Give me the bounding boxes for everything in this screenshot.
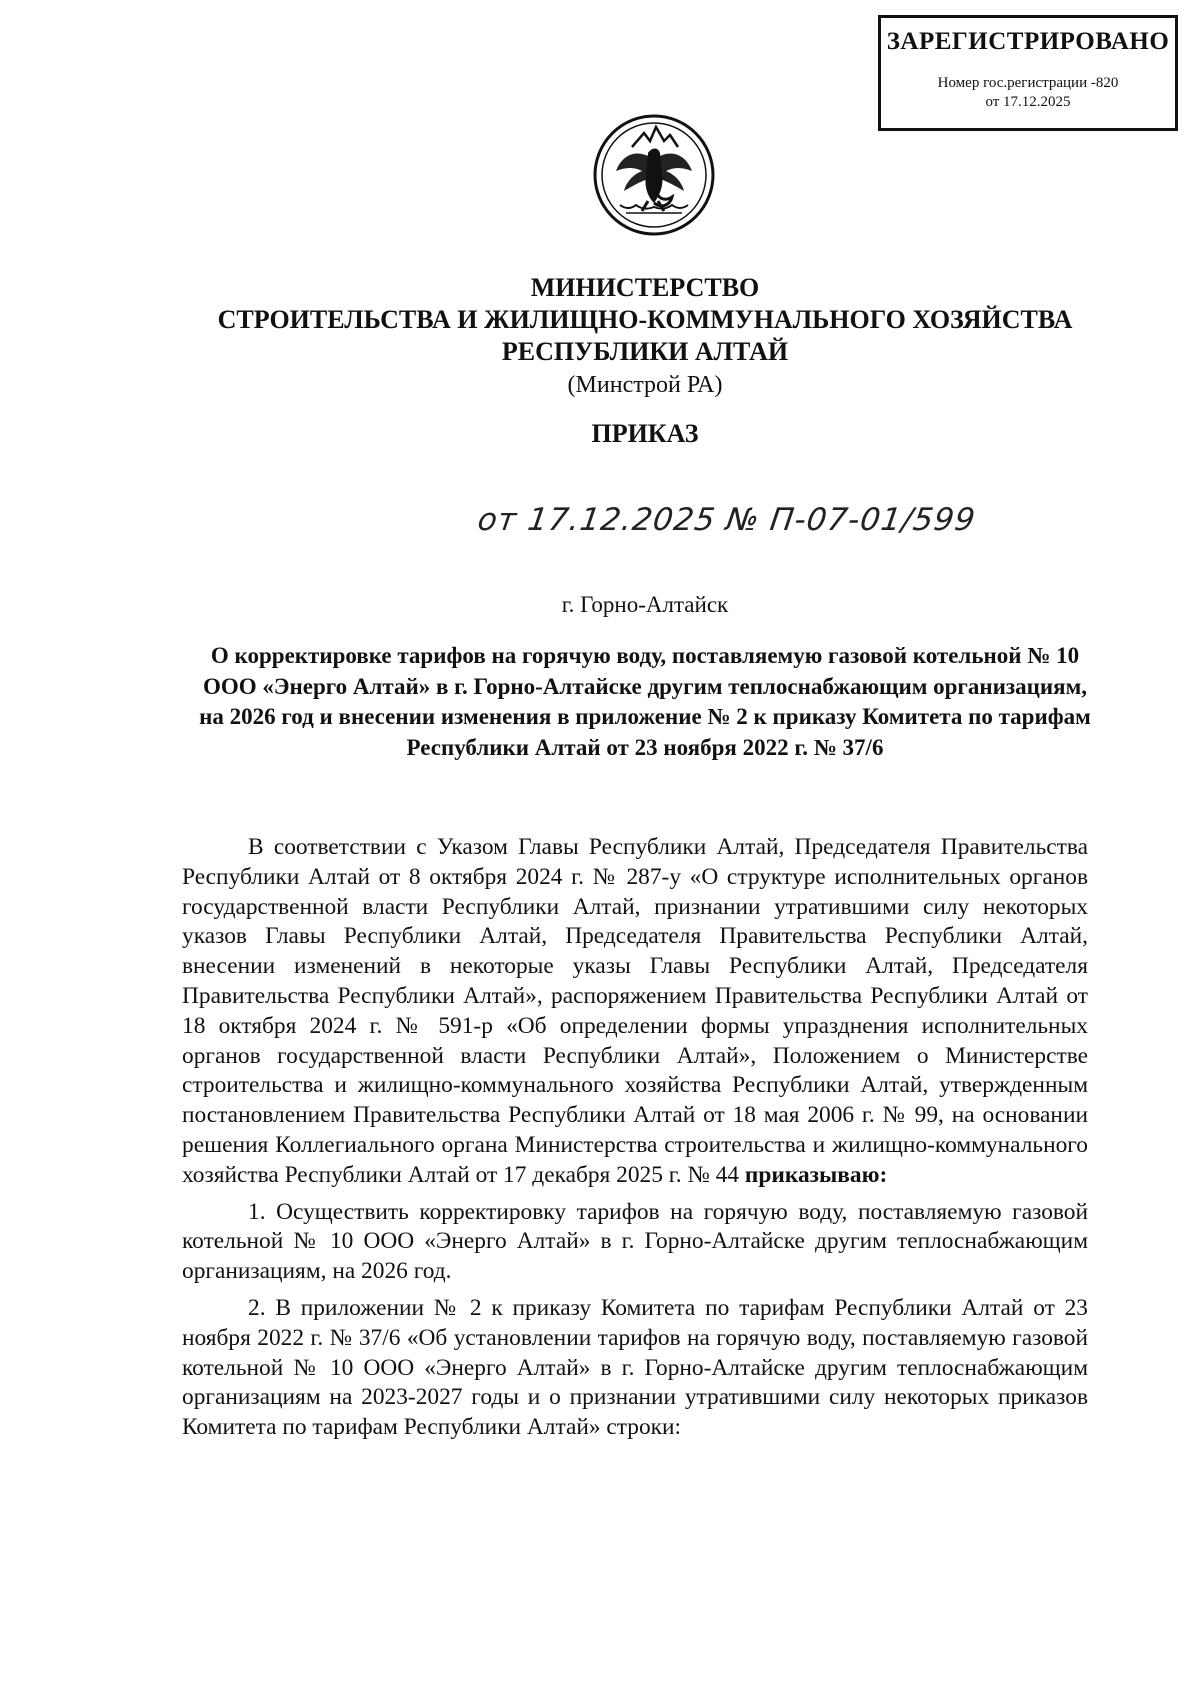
document-type: ПРИКАЗ [591,419,699,448]
ministry-title [100,272,1190,368]
ministry-title-line3: РЕСПУБЛИКИ АЛТАЙ [501,337,789,366]
preamble-text: В соответствии с Указом Главы Республики Алтай, Председателя Правительства Республики Алтай от 8 октября 2024 г. № 287-у «О структуре исполнительных органов государственной власти Республики Алтай, признании утратившими силу некоторых указов Главы Республики Алтай, Председателя Правительства Республики Алтай, внесении изменений в некоторые указы Главы Республики Алтай, Председателя Правительства Республики Алтай», распоряжением Правительства Республики Алтай от 18 октября 2024 г. № 591-р «Об определении формы упразднения исполнительных органов государственной власти Республики Алтай», Положением о Министерстве строительства и жилищно-коммунального хозяйства Республики Алтай, утвержденным постановлением Правительства Республики Алтай от 18 мая 2006 г. № 99, на основании решения Коллегиального органа Министерства строительства и жилищно-коммунального хозяйства Республики Алтай от 17 декабря 2025 г. № 44 [182,834,1088,1188]
stamp-reg-number: Номер гос.регистрации -820 [937,75,1119,91]
handwritten-order-number: от 17.12.2025 № П-07-01/599 [475,502,979,538]
document-subject: О корректировке тарифов на горячую воду, поставляемую газовой котельной № 10 ООО «Энерго Алтай» в г. Горно-Алтайске другим теплоснабжающим организациям, на 2026 год и внесении изменения в приложение № 2 к приказу Комитета по тарифам Республики Алтай от 23 ноября 2022 г. № 37/6 [199,643,1091,760]
item-1-paragraph: 1. Осуществить корректировку тарифов на горячую воду, поставляемую газовой котельной № 10 ООО «Энерго Алтай» в г. Горно-Алтайске другим теплоснабжающим организациям, на 2026 год. [182,1198,1088,1285]
stamp-reg-date: от 17.12.2025 [985,94,1071,110]
order-word: приказываю: [744,1161,888,1188]
document-body [182,833,1088,1443]
coat-of-arms-altai-icon [592,113,716,237]
stamp-title: ЗАРЕГИСТРИРОВАНО [886,28,1170,55]
ministry-title-line1: МИНИСТЕРСТВО [530,273,760,302]
registration-stamp [878,15,1178,131]
city: г. Горно-Алтайск [561,592,729,617]
ministry-abbreviation: (Минстрой РА) [567,372,723,398]
ministry-title-line2: СТРОИТЕЛЬСТВА И ЖИЛИЩНО-КОММУНАЛЬНОГО ХОЗЯЙСТВА [217,305,1073,334]
preamble-paragraph [182,833,1088,1191]
item-2-paragraph: 2. В приложении № 2 к приказу Комитета по тарифам Республики Алтай от 23 ноября 2022 г. № 37/6 «Об установлении тарифов на горячую воду, поставляемую газовой котельной № 10 ООО «Энерго Алтай» в г. Горно-Алтайске другим теплоснабжающим организациям на 2023-2027 годы и о признании утратившими силу некоторых приказов Комитета по тарифам Республики Алтай» строки: [182,1294,1088,1441]
